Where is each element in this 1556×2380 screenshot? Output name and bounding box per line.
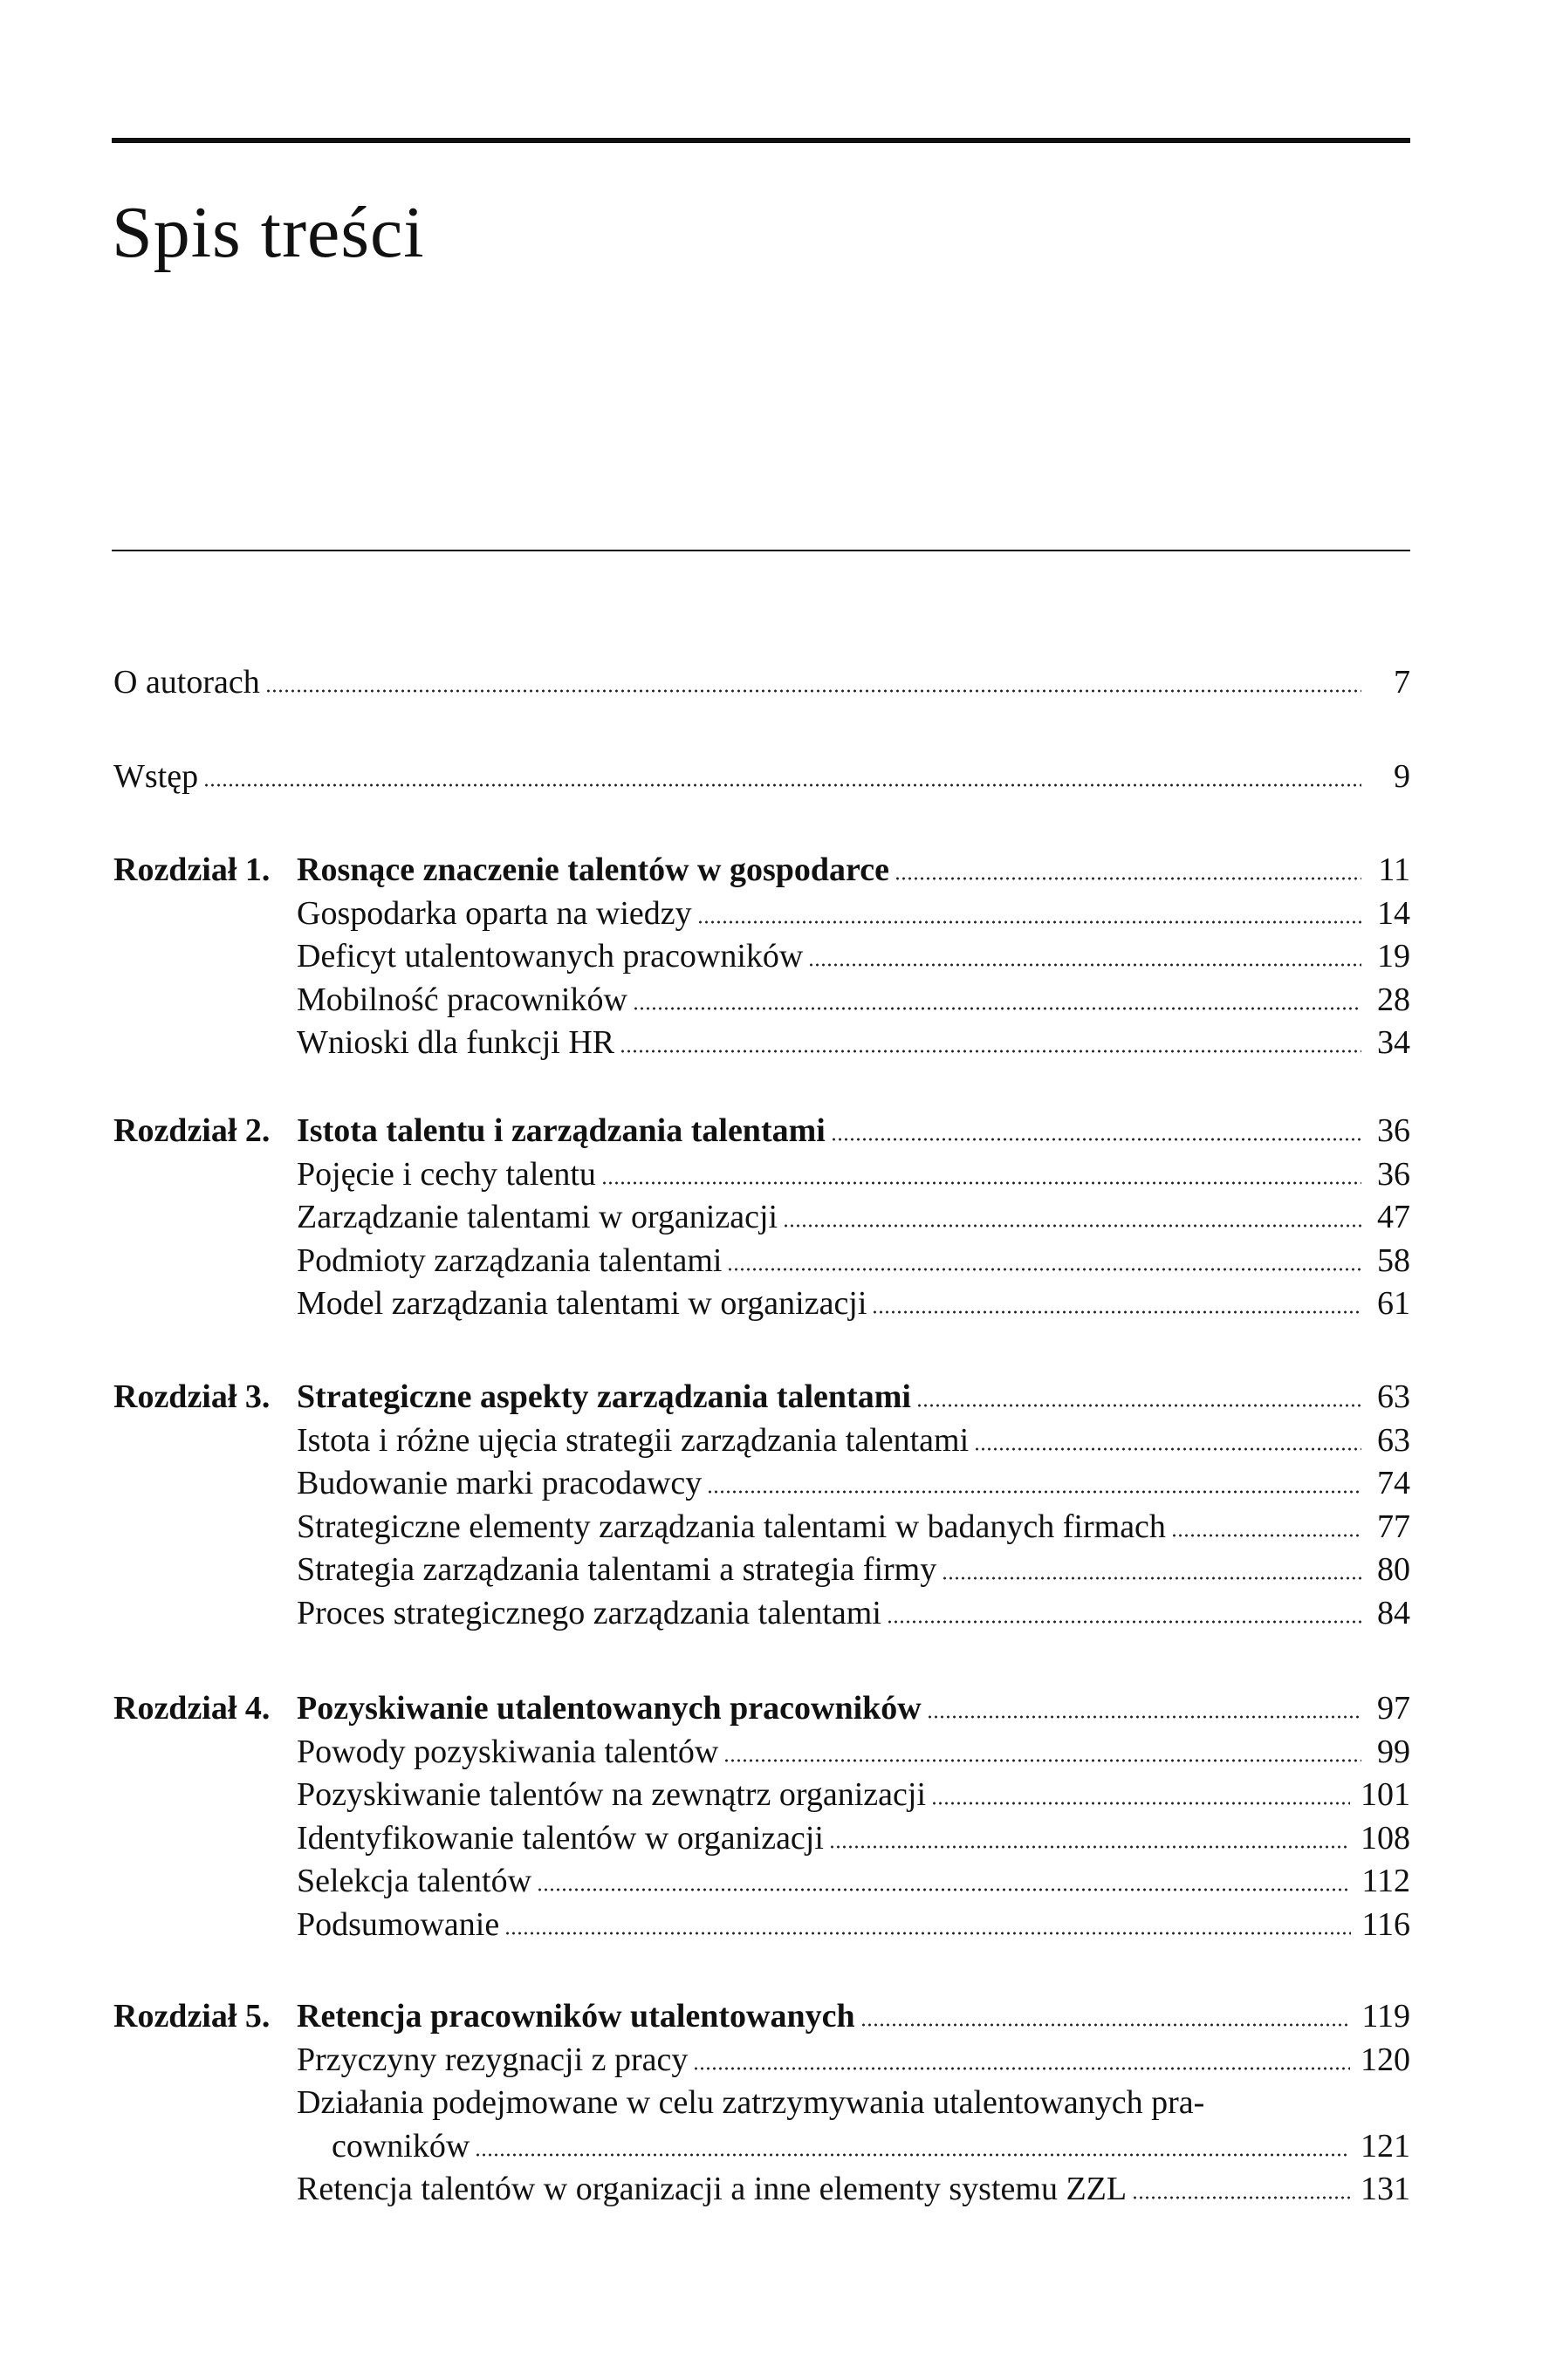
dot-leader <box>504 1932 1351 1935</box>
page-number: 120 <box>1361 2041 1410 2078</box>
section-title: Gospodarka oparta na wiedzy <box>297 894 692 932</box>
chapter-block <box>113 1376 1410 1635</box>
page-number: 47 <box>1377 1199 1410 1235</box>
section-entry[interactable] <box>113 979 1410 1022</box>
section-title: Retencja talentów w organizacji a inne elementy systemu ZZL <box>297 2171 1128 2207</box>
page-number: 61 <box>1377 1285 1410 1322</box>
chapter-entry[interactable] <box>113 1687 1410 1731</box>
section-entry[interactable] <box>113 2039 1410 2082</box>
chapter-block <box>113 1110 1410 1326</box>
chapter-label: Rozdział 2. <box>113 1112 271 1149</box>
dot-leader <box>1132 2196 1350 2199</box>
section-entry[interactable] <box>113 1731 1410 1775</box>
section-title: Działania podejmowane w celu zatrzymywania utalentowanych pra- <box>297 2084 1205 2121</box>
section-title: Model zarządzania talentami w organizacji <box>297 1285 867 1322</box>
page-number: 28 <box>1377 981 1410 1018</box>
page-number: 14 <box>1377 894 1410 932</box>
chapter-entry[interactable] <box>113 1376 1410 1419</box>
section-title: Budowanie marki pracodawcy <box>297 1465 703 1501</box>
section-title: Wnioski dla funkcji HR <box>297 1024 615 1061</box>
section-title: Istota i różne ujęcia strategii zarządzania talentami <box>297 1421 970 1459</box>
chapter-label: Rozdział 3. <box>113 1378 271 1415</box>
page-number: 112 <box>1361 1863 1410 1899</box>
section-entry[interactable] <box>113 2168 1410 2212</box>
section-entry-continuation[interactable] <box>113 2125 1410 2169</box>
section-entry[interactable] <box>113 1419 1410 1463</box>
top-rule <box>112 138 1410 143</box>
page-number: 36 <box>1377 1155 1410 1193</box>
dot-leader <box>265 689 1361 693</box>
front-matter-entry <box>113 756 1410 799</box>
page-number: 9 <box>1394 758 1410 795</box>
chapter-entry[interactable] <box>113 1995 1410 2039</box>
section-title: Strategiczne elementy zarządzania talentami w badanych firmach <box>297 1508 1166 1545</box>
chapter-title: Istota talentu i zarządzania talentami <box>297 1112 826 1149</box>
section-title: Strategia zarządzania talentami a strategia firmy <box>297 1551 937 1588</box>
front-matter-entry <box>113 661 1410 705</box>
page-number: 108 <box>1361 1819 1410 1857</box>
dot-leader <box>203 783 1361 787</box>
section-entry[interactable] <box>113 1506 1410 1549</box>
section-entry[interactable] <box>113 1592 1410 1636</box>
page-number: 116 <box>1361 1905 1410 1943</box>
dot-leader <box>829 1845 1350 1849</box>
section-entry[interactable] <box>113 935 1410 979</box>
section-title: Selekcja talentów <box>297 1863 532 1899</box>
dot-leader <box>974 1447 1361 1451</box>
page-number: 84 <box>1377 1594 1410 1631</box>
section-title: Mobilność pracowników <box>297 981 627 1018</box>
chapter-title: Strategiczne aspekty zarządzania talentami <box>297 1378 911 1415</box>
section-title: Pojęcie i cechy talentu <box>297 1155 596 1193</box>
dot-leader <box>895 877 1361 880</box>
dot-leader <box>1171 1534 1361 1537</box>
section-entry[interactable] <box>113 1860 1410 1904</box>
dot-leader <box>697 920 1361 924</box>
toc-entry[interactable] <box>113 756 1410 799</box>
chapter-block <box>113 1687 1410 1946</box>
section-title: Podmioty zarządzania talentami <box>297 1241 723 1279</box>
dot-leader <box>831 1138 1361 1141</box>
section-entry[interactable] <box>113 1462 1410 1506</box>
page-number: 19 <box>1377 938 1410 975</box>
dot-leader <box>927 1715 1361 1719</box>
chapter-title: Retencja pracowników utalentowanych <box>297 1998 855 2035</box>
page-number: 101 <box>1361 1776 1410 1813</box>
section-title: Podsumowanie <box>297 1905 500 1943</box>
page-number: 99 <box>1377 1733 1410 1770</box>
section-title: Pozyskiwanie talentów na zewnątrz organizacji <box>297 1776 927 1813</box>
section-entry[interactable] <box>113 1240 1410 1283</box>
dot-leader <box>916 1404 1361 1407</box>
page-number: 34 <box>1377 1024 1410 1061</box>
dot-leader <box>537 1888 1351 1891</box>
divider-rule <box>112 550 1410 551</box>
section-title: Proces strategicznego zarządzania talentami <box>297 1594 881 1631</box>
section-title: Powody pozyskiwania talentów <box>297 1733 719 1770</box>
dot-leader <box>707 1490 1361 1494</box>
page-number: 97 <box>1377 1690 1410 1727</box>
chapter-block <box>113 1995 1410 2212</box>
section-entry[interactable] <box>113 1549 1410 1592</box>
chapter-label: Rozdział 5. <box>113 1998 271 2035</box>
dot-leader <box>475 2153 1350 2157</box>
page-number: 63 <box>1377 1421 1410 1459</box>
section-title-cont: cowników <box>332 2127 470 2165</box>
dot-leader <box>872 1310 1361 1314</box>
dot-leader <box>727 1268 1361 1271</box>
section-entry[interactable] <box>113 1282 1410 1326</box>
chapter-block <box>113 849 1410 1065</box>
page-number: 121 <box>1361 2127 1410 2165</box>
dot-leader <box>931 1802 1350 1805</box>
page-number: 63 <box>1377 1378 1410 1415</box>
page-title: Spis treści <box>112 192 425 273</box>
page-number: 74 <box>1377 1465 1410 1501</box>
dot-leader <box>633 1007 1361 1010</box>
section-entry[interactable] <box>113 1817 1410 1861</box>
dot-leader <box>723 1759 1361 1762</box>
page-number: 119 <box>1361 1998 1410 2035</box>
dot-leader <box>808 963 1361 967</box>
chapter-title: Rosnące znaczenie talentów w gospodarce <box>297 851 889 888</box>
toc-entry[interactable] <box>113 661 1410 705</box>
section-entry[interactable] <box>113 1904 1410 1947</box>
section-title: Deficyt utalentowanych pracowników <box>297 938 804 975</box>
page-number: 11 <box>1378 851 1410 888</box>
chapter-title: Pozyskiwanie utalentowanych pracowników <box>297 1690 922 1727</box>
dot-leader <box>783 1224 1361 1228</box>
dot-leader <box>887 1620 1361 1624</box>
section-title: Identyfikowanie talentów w organizacji <box>297 1819 824 1857</box>
dot-leader <box>860 2023 1352 2027</box>
page-number: 58 <box>1377 1241 1410 1279</box>
chapter-entry[interactable] <box>113 1110 1410 1153</box>
section-entry[interactable] <box>113 1022 1410 1065</box>
chapter-entry[interactable] <box>113 849 1410 892</box>
entry-title: O autorach <box>113 664 260 701</box>
dot-leader <box>601 1181 1361 1185</box>
section-entry[interactable] <box>113 892 1410 936</box>
section-entry[interactable] <box>113 2082 1410 2125</box>
section-entry[interactable] <box>113 1774 1410 1817</box>
chapter-label: Rozdział 1. <box>113 851 271 888</box>
page-number: 77 <box>1377 1508 1410 1545</box>
page-number: 80 <box>1377 1551 1410 1588</box>
chapter-label: Rozdział 4. <box>113 1690 271 1727</box>
dot-leader <box>620 1050 1361 1053</box>
dot-leader <box>693 2067 1350 2070</box>
section-entry[interactable] <box>113 1196 1410 1240</box>
page-number: 7 <box>1394 664 1410 701</box>
section-title: Zarządzanie talentami w organizacji <box>297 1199 778 1235</box>
page-number: 131 <box>1361 2171 1410 2207</box>
entry-title: Wstęp <box>113 758 199 795</box>
page-number: 36 <box>1377 1112 1410 1149</box>
dot-leader <box>942 1576 1361 1580</box>
section-entry[interactable] <box>113 1153 1410 1197</box>
section-title: Przyczyny rezygnacji z pracy <box>297 2041 689 2078</box>
